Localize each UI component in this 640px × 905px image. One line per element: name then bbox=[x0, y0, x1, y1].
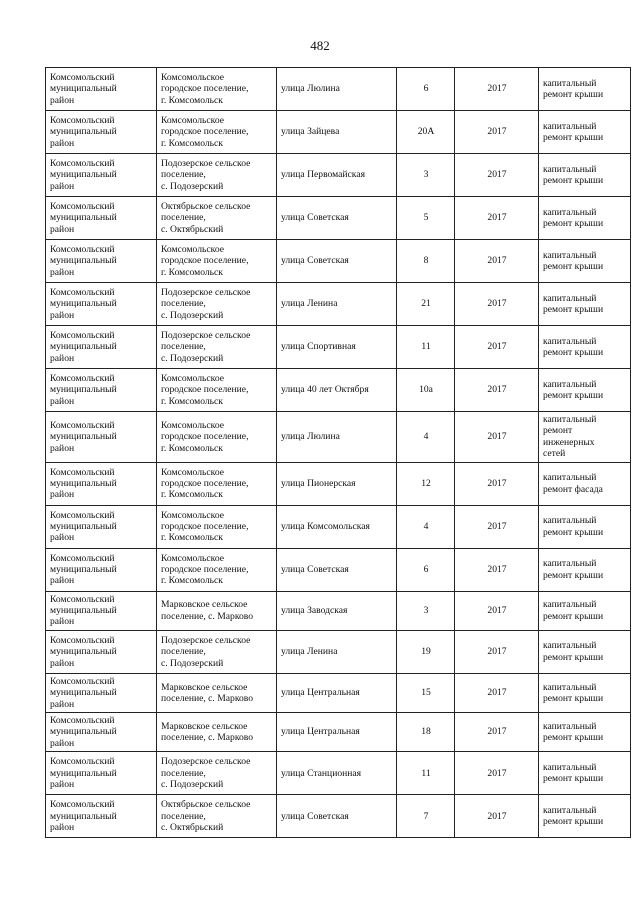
street-cell: улица Люлина bbox=[277, 68, 397, 111]
settlement-cell: Подозерское сельское поселение, с. Подозерский bbox=[157, 630, 277, 673]
settlement-cell: Октябрьское сельское поселение, с. Октябрьский bbox=[157, 197, 277, 240]
table-body bbox=[46, 68, 631, 838]
year-cell: 2017 bbox=[455, 752, 539, 795]
street-cell: улица 40 лет Октября bbox=[277, 369, 397, 412]
street-cell: улица Первомайская bbox=[277, 154, 397, 197]
street-cell: улица Советская bbox=[277, 795, 397, 838]
work-type-cell: капитальный ремонт крыши bbox=[539, 283, 631, 326]
work-type-cell: капитальный ремонт крыши bbox=[539, 111, 631, 154]
house-number-cell: 10а bbox=[397, 369, 455, 412]
house-number-cell: 4 bbox=[397, 412, 455, 463]
street-cell: улица Центральная bbox=[277, 713, 397, 752]
year-cell: 2017 bbox=[455, 326, 539, 369]
house-number-cell: 19 bbox=[397, 630, 455, 673]
district-cell: Комсомольский муниципальный район bbox=[46, 111, 157, 154]
settlement-cell: Комсомольское городское поселение, г. Комсомольск bbox=[157, 68, 277, 111]
house-number-cell: 15 bbox=[397, 673, 455, 712]
house-number-cell: 11 bbox=[397, 326, 455, 369]
district-cell: Комсомольский муниципальный район bbox=[46, 68, 157, 111]
settlement-cell: Подозерское сельское поселение, с. Подозерский bbox=[157, 752, 277, 795]
work-type-cell: капитальный ремонт крыши bbox=[539, 326, 631, 369]
work-type-cell: капитальный ремонт крыши bbox=[539, 68, 631, 111]
street-cell: улица Ленина bbox=[277, 630, 397, 673]
street-cell: улица Комсомольская bbox=[277, 505, 397, 548]
year-cell: 2017 bbox=[455, 713, 539, 752]
work-type-cell: капитальный ремонт крыши bbox=[539, 240, 631, 283]
table-row bbox=[46, 462, 631, 505]
year-cell: 2017 bbox=[455, 283, 539, 326]
table-row bbox=[46, 713, 631, 752]
table-row bbox=[46, 283, 631, 326]
year-cell: 2017 bbox=[455, 111, 539, 154]
table-row bbox=[46, 326, 631, 369]
settlement-cell: Подозерское сельское поселение, с. Подозерский bbox=[157, 283, 277, 326]
street-cell: улица Спортивная bbox=[277, 326, 397, 369]
settlement-cell: Комсомольское городское поселение, г. Комсомольск bbox=[157, 462, 277, 505]
settlement-cell: Марковское сельское поселение, с. Марково bbox=[157, 673, 277, 712]
work-type-cell: капитальный ремонт крыши bbox=[539, 548, 631, 591]
street-cell: улица Станционная bbox=[277, 752, 397, 795]
work-type-cell: капитальный ремонт фасада bbox=[539, 462, 631, 505]
work-type-cell: капитальный ремонт крыши bbox=[539, 197, 631, 240]
work-type-cell: капитальный ремонт инженерных сетей bbox=[539, 412, 631, 463]
table-row bbox=[46, 795, 631, 838]
settlement-cell: Комсомольское городское поселение, г. Комсомольск bbox=[157, 111, 277, 154]
district-cell: Комсомольский муниципальный район bbox=[46, 197, 157, 240]
table-row bbox=[46, 752, 631, 795]
street-cell: улица Пионерская bbox=[277, 462, 397, 505]
house-number-cell: 18 bbox=[397, 713, 455, 752]
page-number: 482 bbox=[310, 38, 330, 53]
house-number-cell: 6 bbox=[397, 68, 455, 111]
table-row bbox=[46, 591, 631, 630]
district-cell: Комсомольский муниципальный район bbox=[46, 369, 157, 412]
year-cell: 2017 bbox=[455, 412, 539, 463]
district-cell: Комсомольский муниципальный район bbox=[46, 462, 157, 505]
work-type-cell: капитальный ремонт крыши bbox=[539, 795, 631, 838]
work-type-cell: капитальный ремонт крыши bbox=[539, 154, 631, 197]
table-row bbox=[46, 68, 631, 111]
table-row bbox=[46, 240, 631, 283]
district-cell: Комсомольский муниципальный район bbox=[46, 505, 157, 548]
district-cell: Комсомольский муниципальный район bbox=[46, 154, 157, 197]
table-row bbox=[46, 412, 631, 463]
house-number-cell: 3 bbox=[397, 591, 455, 630]
district-cell: Комсомольский муниципальный район bbox=[46, 412, 157, 463]
street-cell: улица Заводская bbox=[277, 591, 397, 630]
work-type-cell: капитальный ремонт крыши bbox=[539, 713, 631, 752]
house-number-cell: 20А bbox=[397, 111, 455, 154]
settlement-cell: Комсомольское городское поселение, г. Комсомольск bbox=[157, 505, 277, 548]
district-cell: Комсомольский муниципальный район bbox=[46, 591, 157, 630]
house-number-cell: 12 bbox=[397, 462, 455, 505]
year-cell: 2017 bbox=[455, 505, 539, 548]
work-type-cell: капитальный ремонт крыши bbox=[539, 630, 631, 673]
year-cell: 2017 bbox=[455, 197, 539, 240]
settlement-cell: Комсомольское городское поселение, г. Комсомольск bbox=[157, 548, 277, 591]
settlement-cell: Комсомольское городское поселение, г. Комсомольск bbox=[157, 369, 277, 412]
table-row bbox=[46, 673, 631, 712]
settlement-cell: Подозерское сельское поселение, с. Подозерский bbox=[157, 154, 277, 197]
house-number-cell: 11 bbox=[397, 752, 455, 795]
year-cell: 2017 bbox=[455, 154, 539, 197]
work-type-cell: капитальный ремонт крыши bbox=[539, 591, 631, 630]
district-cell: Комсомольский муниципальный район bbox=[46, 326, 157, 369]
table-row bbox=[46, 197, 631, 240]
street-cell: улица Зайцева bbox=[277, 111, 397, 154]
year-cell: 2017 bbox=[455, 68, 539, 111]
table-row bbox=[46, 505, 631, 548]
house-number-cell: 21 bbox=[397, 283, 455, 326]
work-type-cell: капитальный ремонт крыши bbox=[539, 369, 631, 412]
table-row bbox=[46, 630, 631, 673]
settlement-cell: Комсомольское городское поселение, г. Комсомольск bbox=[157, 240, 277, 283]
house-number-cell: 7 bbox=[397, 795, 455, 838]
district-cell: Комсомольский муниципальный район bbox=[46, 795, 157, 838]
street-cell: улица Люлина bbox=[277, 412, 397, 463]
repair-registry-table bbox=[45, 67, 631, 838]
settlement-cell: Марковское сельское поселение, с. Марково bbox=[157, 713, 277, 752]
street-cell: улица Советская bbox=[277, 240, 397, 283]
settlement-cell: Марковское сельское поселение, с. Марково bbox=[157, 591, 277, 630]
street-cell: улица Советская bbox=[277, 548, 397, 591]
year-cell: 2017 bbox=[455, 548, 539, 591]
house-number-cell: 3 bbox=[397, 154, 455, 197]
year-cell: 2017 bbox=[455, 591, 539, 630]
year-cell: 2017 bbox=[455, 369, 539, 412]
street-cell: улица Центральная bbox=[277, 673, 397, 712]
district-cell: Комсомольский муниципальный район bbox=[46, 673, 157, 712]
district-cell: Комсомольский муниципальный район bbox=[46, 240, 157, 283]
year-cell: 2017 bbox=[455, 462, 539, 505]
district-cell: Комсомольский муниципальный район bbox=[46, 630, 157, 673]
table-row bbox=[46, 369, 631, 412]
house-number-cell: 6 bbox=[397, 548, 455, 591]
table-row bbox=[46, 154, 631, 197]
table-row bbox=[46, 111, 631, 154]
settlement-cell: Октябрьское сельское поселение, с. Октябрьский bbox=[157, 795, 277, 838]
district-cell: Комсомольский муниципальный район bbox=[46, 713, 157, 752]
year-cell: 2017 bbox=[455, 795, 539, 838]
year-cell: 2017 bbox=[455, 240, 539, 283]
district-cell: Комсомольский муниципальный район bbox=[46, 752, 157, 795]
district-cell: Комсомольский муниципальный район bbox=[46, 548, 157, 591]
work-type-cell: капитальный ремонт крыши bbox=[539, 752, 631, 795]
house-number-cell: 8 bbox=[397, 240, 455, 283]
work-type-cell: капитальный ремонт крыши bbox=[539, 673, 631, 712]
year-cell: 2017 bbox=[455, 673, 539, 712]
settlement-cell: Подозерское сельское поселение, с. Подозерский bbox=[157, 326, 277, 369]
table-row bbox=[46, 548, 631, 591]
year-cell: 2017 bbox=[455, 630, 539, 673]
settlement-cell: Комсомольское городское поселение, г. Комсомольск bbox=[157, 412, 277, 463]
house-number-cell: 5 bbox=[397, 197, 455, 240]
house-number-cell: 4 bbox=[397, 505, 455, 548]
street-cell: улица Советская bbox=[277, 197, 397, 240]
work-type-cell: капитальный ремонт крыши bbox=[539, 505, 631, 548]
street-cell: улица Ленина bbox=[277, 283, 397, 326]
district-cell: Комсомольский муниципальный район bbox=[46, 283, 157, 326]
